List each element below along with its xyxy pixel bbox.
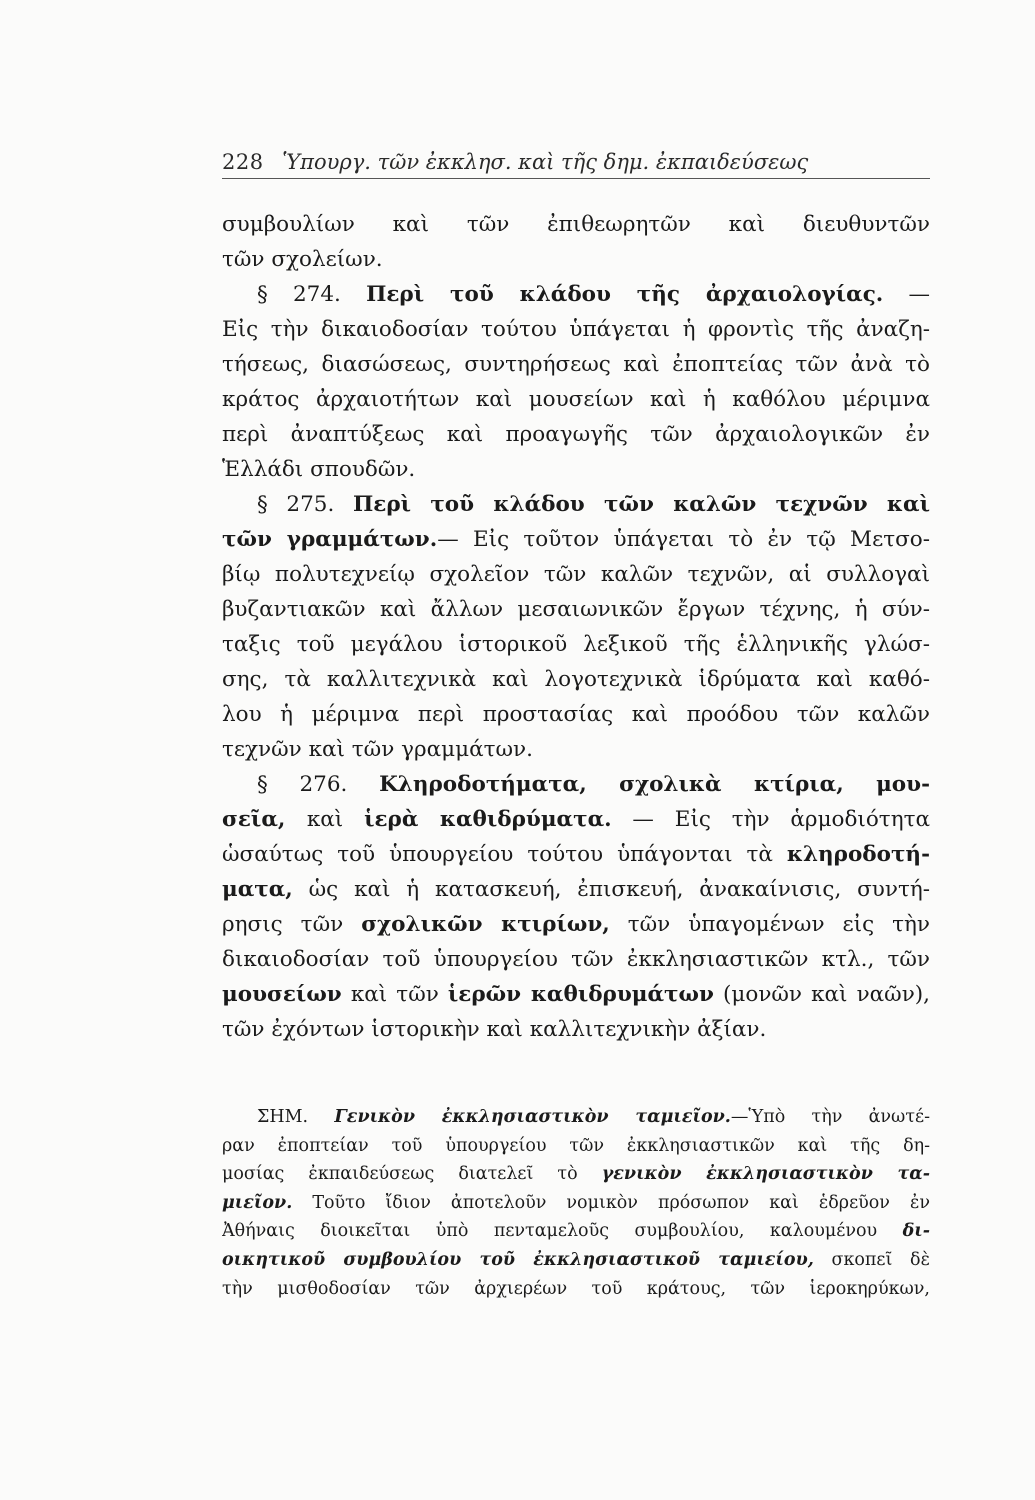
bold-heading-text: ἱερῶν καθιδρυμάτων (447, 982, 714, 1007)
text-span: ρησις τῶν (222, 912, 362, 937)
note-line (222, 1275, 930, 1304)
text-span: § 274. (257, 282, 367, 307)
body-line (222, 627, 930, 662)
emphasis-text: μιεῖον. (222, 1192, 293, 1213)
bold-heading-text: μουσείων (222, 982, 342, 1007)
text-span: μοσίας ἐκπαιδεύσεως διατελεῖ τὸ (222, 1164, 602, 1185)
body-line (222, 837, 930, 872)
text-span: συμβουλίων καὶ τῶν ἐπιθεωρητῶν καὶ διευθυντῶν (222, 212, 930, 237)
bold-heading-text: σεῖα, (222, 807, 307, 832)
body-line (222, 487, 930, 522)
note-line (222, 1103, 930, 1132)
body-line (222, 312, 930, 347)
bold-heading-text: Κληροδοτήματα, σχολικὰ κτίρια, μου- (379, 772, 930, 797)
bold-heading-text: ἱερὰ καθιδρύματα. (364, 807, 612, 832)
body-line (222, 347, 930, 382)
text-span: —Ὑπὸ τὴν ἀνωτέ- (730, 1107, 930, 1127)
body-line (222, 242, 930, 277)
running-header (222, 150, 930, 179)
emphasis-text: γενικὸν ἐκκλησιαστικὸν τα- (601, 1164, 930, 1185)
main-text (222, 207, 930, 1047)
text-span: ὡς καὶ ἡ κατασκευή, ἐπισκευή, ἀνακαίνισις, συντή- (292, 877, 930, 902)
text-span: Εἰς τὴν δικαιοδοσίαν τούτου ὑπάγεται ἡ φροντὶς τῆς ἀναζη- (222, 317, 930, 342)
text-span: ταξις τοῦ μεγάλου ἱστορικοῦ λεξικοῦ τῆς ἑλληνικῆς γλώσ- (222, 632, 930, 657)
body-line (222, 452, 930, 487)
body-line (222, 207, 930, 242)
bold-heading-text: Περὶ τοῦ κλάδου τῆς ἀρχαιολογίας. (366, 282, 884, 307)
body-line (222, 732, 930, 767)
text-span: βίῳ πολυτεχνείῳ σχολεῖον τῶν καλῶν τεχνῶν, αἱ συλλογαὶ (222, 562, 930, 587)
body-line (222, 557, 930, 592)
text-span: — Εἰς τοῦτον ὑπάγεται τὸ ἐν τῷ Μετσο- (437, 527, 930, 552)
text-span: καὶ τῶν (341, 982, 448, 1007)
text-span: ΣΗΜ. (257, 1107, 335, 1127)
header-title: Ὑπουργ. τῶν ἐκκλησ. καὶ τῆς δημ. ἐκπαιδεύσεως (282, 150, 809, 174)
emphasis-text: οικητικοῦ συμβουλίου τοῦ ἐκκλησιαστικοῦ ταμιείου, (222, 1249, 814, 1270)
body-line (222, 662, 930, 697)
body-line (222, 872, 930, 907)
body-line (222, 977, 930, 1012)
note-line (222, 1189, 930, 1218)
text-span: τήσεως, διασώσεως, συντηρήσεως καὶ ἐποπτείας τῶν ἀνὰ τὸ (222, 352, 930, 377)
emphasis-text: δι- (902, 1221, 930, 1242)
text-span: σης, τὰ καλλιτεχνικὰ καὶ λογοτεχνικὰ ἱδρύματα καὶ καθό- (222, 667, 930, 692)
note-line (222, 1246, 930, 1275)
bold-heading-text: σχολικῶν κτιρίων, (361, 912, 610, 937)
text-span: τεχνῶν καὶ τῶν γραμμάτων. (222, 737, 533, 762)
body-line (222, 417, 930, 452)
emphasis-text: Γενικὸν ἐκκλησιαστικὸν ταμιεῖον. (334, 1107, 731, 1127)
text-span: Ἀθήναις διοικεῖται ὑπὸ πενταμελοῦς συμβουλίου, καλουμένου (222, 1221, 903, 1242)
text-span: — (883, 282, 930, 307)
text-span: περὶ ἀναπτύξεως καὶ προαγωγῆς τῶν ἀρχαιολογικῶν ἐν (222, 422, 930, 447)
body-line (222, 1012, 930, 1047)
text-span: βυζαντιακῶν καὶ ἄλλων μεσαιωνικῶν ἔργων τέχνης, ἡ σύν- (222, 597, 930, 622)
body-line (222, 592, 930, 627)
body-line (222, 942, 930, 977)
text-span: § 275. (257, 492, 353, 517)
text-span: τῶν ἐχόντων ἱστορικὴν καὶ καλλιτεχνικὴν ἀξίαν. (222, 1017, 767, 1042)
note-line (222, 1217, 930, 1246)
text-span: κράτος ἀρχαιοτήτων καὶ μουσείων καὶ ἡ καθόλου μέριμνα (222, 387, 930, 412)
body-line (222, 767, 930, 802)
text-span: τῶν σχολείων. (222, 247, 383, 272)
body-line (222, 802, 930, 837)
text-span: σκοπεῖ δὲ (813, 1249, 930, 1270)
note-line (222, 1132, 930, 1161)
text-span: λου ἡ μέριμνα περὶ προστασίας καὶ προόδου τῶν καλῶν (222, 702, 930, 727)
bold-heading-text: κληροδοτή- (786, 842, 930, 867)
text-span: τῶν ὑπαγομένων εἰς τὴν (609, 912, 930, 937)
body-line (222, 382, 930, 417)
bold-heading-text: Περὶ τοῦ κλάδου τῶν καλῶν τεχνῶν καὶ (352, 492, 930, 517)
text-span: (μονῶν καὶ ναῶν), (713, 982, 930, 1007)
text-span: Ἑλλάδι σπουδῶν. (222, 457, 416, 482)
text-span: § 276. (257, 772, 380, 797)
body-line (222, 277, 930, 312)
body-line (222, 522, 930, 557)
bold-heading-text: ματα, (222, 877, 293, 902)
footnote-text (222, 1103, 930, 1303)
note-line (222, 1160, 930, 1189)
body-line (222, 697, 930, 732)
text-span: — Εἰς τὴν ἁρμοδιότητα (611, 807, 930, 832)
page-number: 228 (222, 150, 264, 174)
text-span: δικαιοδοσίαν τοῦ ὑπουργείου τῶν ἐκκλησιαστικῶν κτλ., τῶν (222, 947, 930, 972)
text-span: τὴν μισθοδοσίαν τῶν ἀρχιερέων τοῦ κράτους, τῶν ἱεροκηρύκων, (222, 1278, 930, 1299)
body-line (222, 907, 930, 942)
text-span: καὶ (306, 807, 365, 832)
text-span: ὡσαύτως τοῦ ὑπουργείου τούτου ὑπάγονται τὰ (222, 842, 787, 867)
text-span: Τοῦτο ἴδιον ἀποτελοῦν νομικὸν πρόσωπον καὶ ἑδρεῦον ἐν (292, 1192, 930, 1213)
text-span: ραν ἐποπτείαν τοῦ ὑπουργείου τῶν ἐκκλησιαστικῶν καὶ τῆς δη- (222, 1135, 930, 1156)
bold-heading-text: τῶν γραμμάτων. (222, 527, 438, 552)
